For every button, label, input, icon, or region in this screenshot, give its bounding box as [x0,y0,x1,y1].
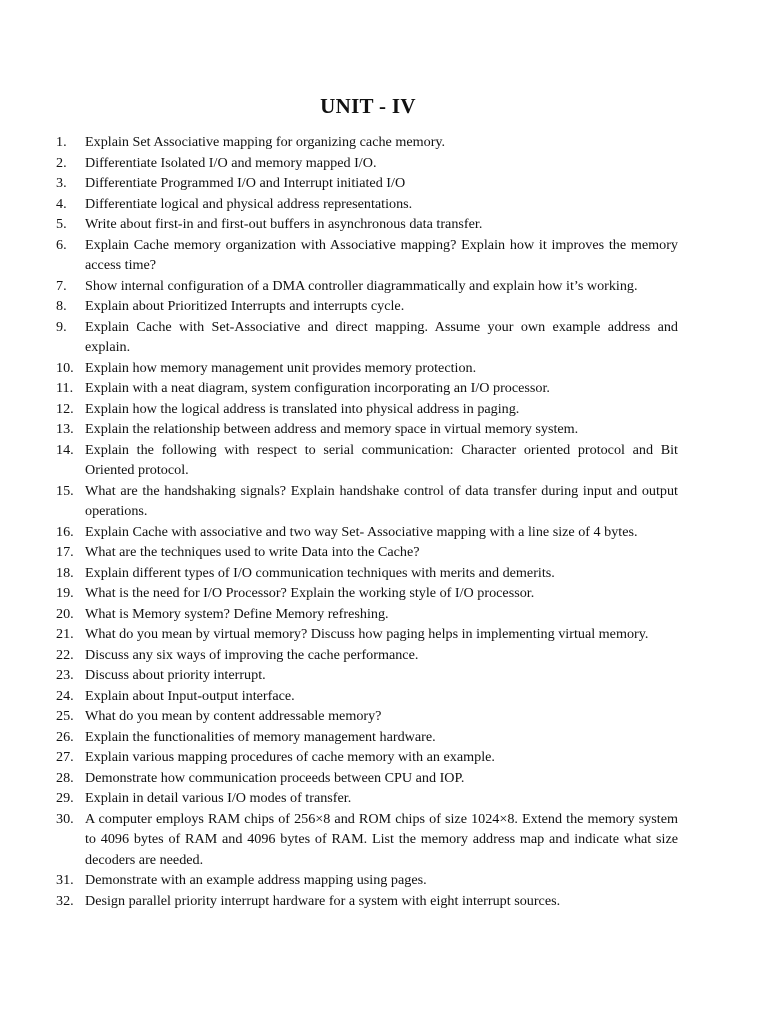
question-text: Explain about Prioritized Interrupts and interrupts cycle. [85,298,405,314]
question-text: Discuss any six ways of improving the cache performance. [85,646,419,663]
question-number: 21. [56,626,74,642]
question-text: Explain how the logical address is translated into physical address in paging. [85,400,520,417]
question-text: Explain the functionalities of memory management hardware. [85,728,436,745]
question-number: 1. [56,134,67,150]
question-item [56,235,678,276]
question-item [56,747,678,768]
question-text: Explain in detail various I/O modes of transfer. [85,790,352,806]
question-number: 17. [56,544,74,560]
question-item [56,481,678,522]
question-number: 31. [56,872,74,888]
question-number: 14. [56,441,74,458]
question-number: 27. [56,749,74,765]
question-item [56,665,678,686]
question-number: 6. [56,236,67,253]
question-number: 13. [56,421,74,437]
question-number: 25. [56,708,74,724]
question-text: Explain the relationship between address and memory space in virtual memory system. [85,421,579,437]
question-number: 3. [56,175,67,191]
question-item [56,358,678,379]
question-text: What is the need for I/O Processor? Explain the working style of I/O processor. [85,585,535,601]
question-number: 18. [56,564,74,581]
question-item [56,563,678,584]
question-item [56,317,678,358]
question-item [56,604,678,625]
question-text: What is Memory system? Define Memory refreshing. [85,605,389,622]
question-text: Write about first-in and first-out buffers in asynchronous data transfer. [85,216,483,232]
question-text: Explain about Input-output interface. [85,687,295,704]
question-text: Explain different types of I/O communication techniques with merits and demerits. [85,564,555,581]
question-text: Explain Set Associative mapping for organizing cache memory. [85,134,446,150]
question-text: What are the handshaking signals? Explain handshake control of data transfer during input and output operations. [85,482,678,519]
question-number: 4. [56,195,67,212]
question-number: 30. [56,810,74,827]
question-text: A computer employs RAM chips of 256×8 and ROM chips of size 1024×8. Extend the memory system to 4096 bytes of RAM and 4096 bytes of RAM. List the memory address map and indicate what size decoders are needed. [85,810,678,868]
question-number: 16. [56,523,74,540]
question-item [56,399,678,420]
question-text: Design parallel priority interrupt hardware for a system with eight interrupt sources. [85,892,561,909]
question-text: Differentiate Isolated I/O and memory mapped I/O. [85,154,377,171]
question-item [56,542,678,563]
question-number: 32. [56,892,74,909]
question-item [56,194,678,215]
question-number: 2. [56,154,67,171]
question-number: 19. [56,585,74,601]
question-number: 15. [56,482,74,499]
question-text: Demonstrate with an example address mapping using pages. [85,872,427,888]
question-number: 29. [56,790,74,806]
question-item [56,686,678,707]
question-number: 22. [56,646,74,663]
question-number: 11. [56,380,74,396]
question-number: 7. [56,277,67,294]
question-item [56,522,678,543]
question-item [56,214,678,235]
question-text: Explain Cache with associative and two way Set- Associative mapping with a line size of 4 bytes. [85,523,638,540]
question-text: Show internal configuration of a DMA controller diagrammatically and explain how it’s working. [85,277,638,294]
question-text: Explain the following with respect to serial communication: Character oriented protocol and Bit Oriented protocol. [85,441,678,478]
page-title: UNIT - IV [320,94,416,118]
question-text: Explain with a neat diagram, system configuration incorporating an I/O processor. [85,380,550,396]
question-text: Differentiate logical and physical address representations. [85,195,413,212]
question-item [56,768,678,789]
question-item [56,419,678,440]
question-text: Explain Cache with Set-Associative and direct mapping. Assume your own example address and explain. [85,318,678,355]
question-text: Discuss about priority interrupt. [85,667,266,683]
question-text: Demonstrate how communication proceeds between CPU and IOP. [85,769,465,786]
question-item [56,891,678,912]
question-number: 5. [56,216,67,232]
question-item [56,624,678,645]
question-item [56,132,678,153]
question-text: Explain how memory management unit provides memory protection. [85,359,477,376]
question-item [56,788,678,809]
question-number: 10. [56,359,74,376]
question-item [56,583,678,604]
question-item [56,173,678,194]
question-number: 26. [56,728,74,745]
question-item [56,296,678,317]
question-item [56,809,678,871]
question-item [56,727,678,748]
question-item [56,870,678,891]
question-number: 8. [56,298,67,314]
question-text: What do you mean by virtual memory? Discuss how paging helps in implementing virtual memory. [85,626,649,642]
question-item [56,440,678,481]
question-text: Explain Cache memory organization with Associative mapping? Explain how it improves the memory access time? [85,236,678,273]
question-item [56,276,678,297]
question-number: 9. [56,318,67,335]
question-text: What do you mean by content addressable memory? [85,708,382,724]
question-item [56,706,678,727]
question-number: 28. [56,769,74,786]
question-item [56,378,678,399]
question-number: 23. [56,667,74,683]
question-item [56,153,678,174]
question-list [56,132,678,911]
question-number: 24. [56,687,74,704]
question-text: Differentiate Programmed I/O and Interrupt initiated I/O [85,175,406,191]
question-text: Explain various mapping procedures of cache memory with an example. [85,749,495,765]
question-item [56,645,678,666]
question-number: 20. [56,605,74,622]
question-number: 12. [56,400,74,417]
question-text: What are the techniques used to write Data into the Cache? [85,544,420,560]
